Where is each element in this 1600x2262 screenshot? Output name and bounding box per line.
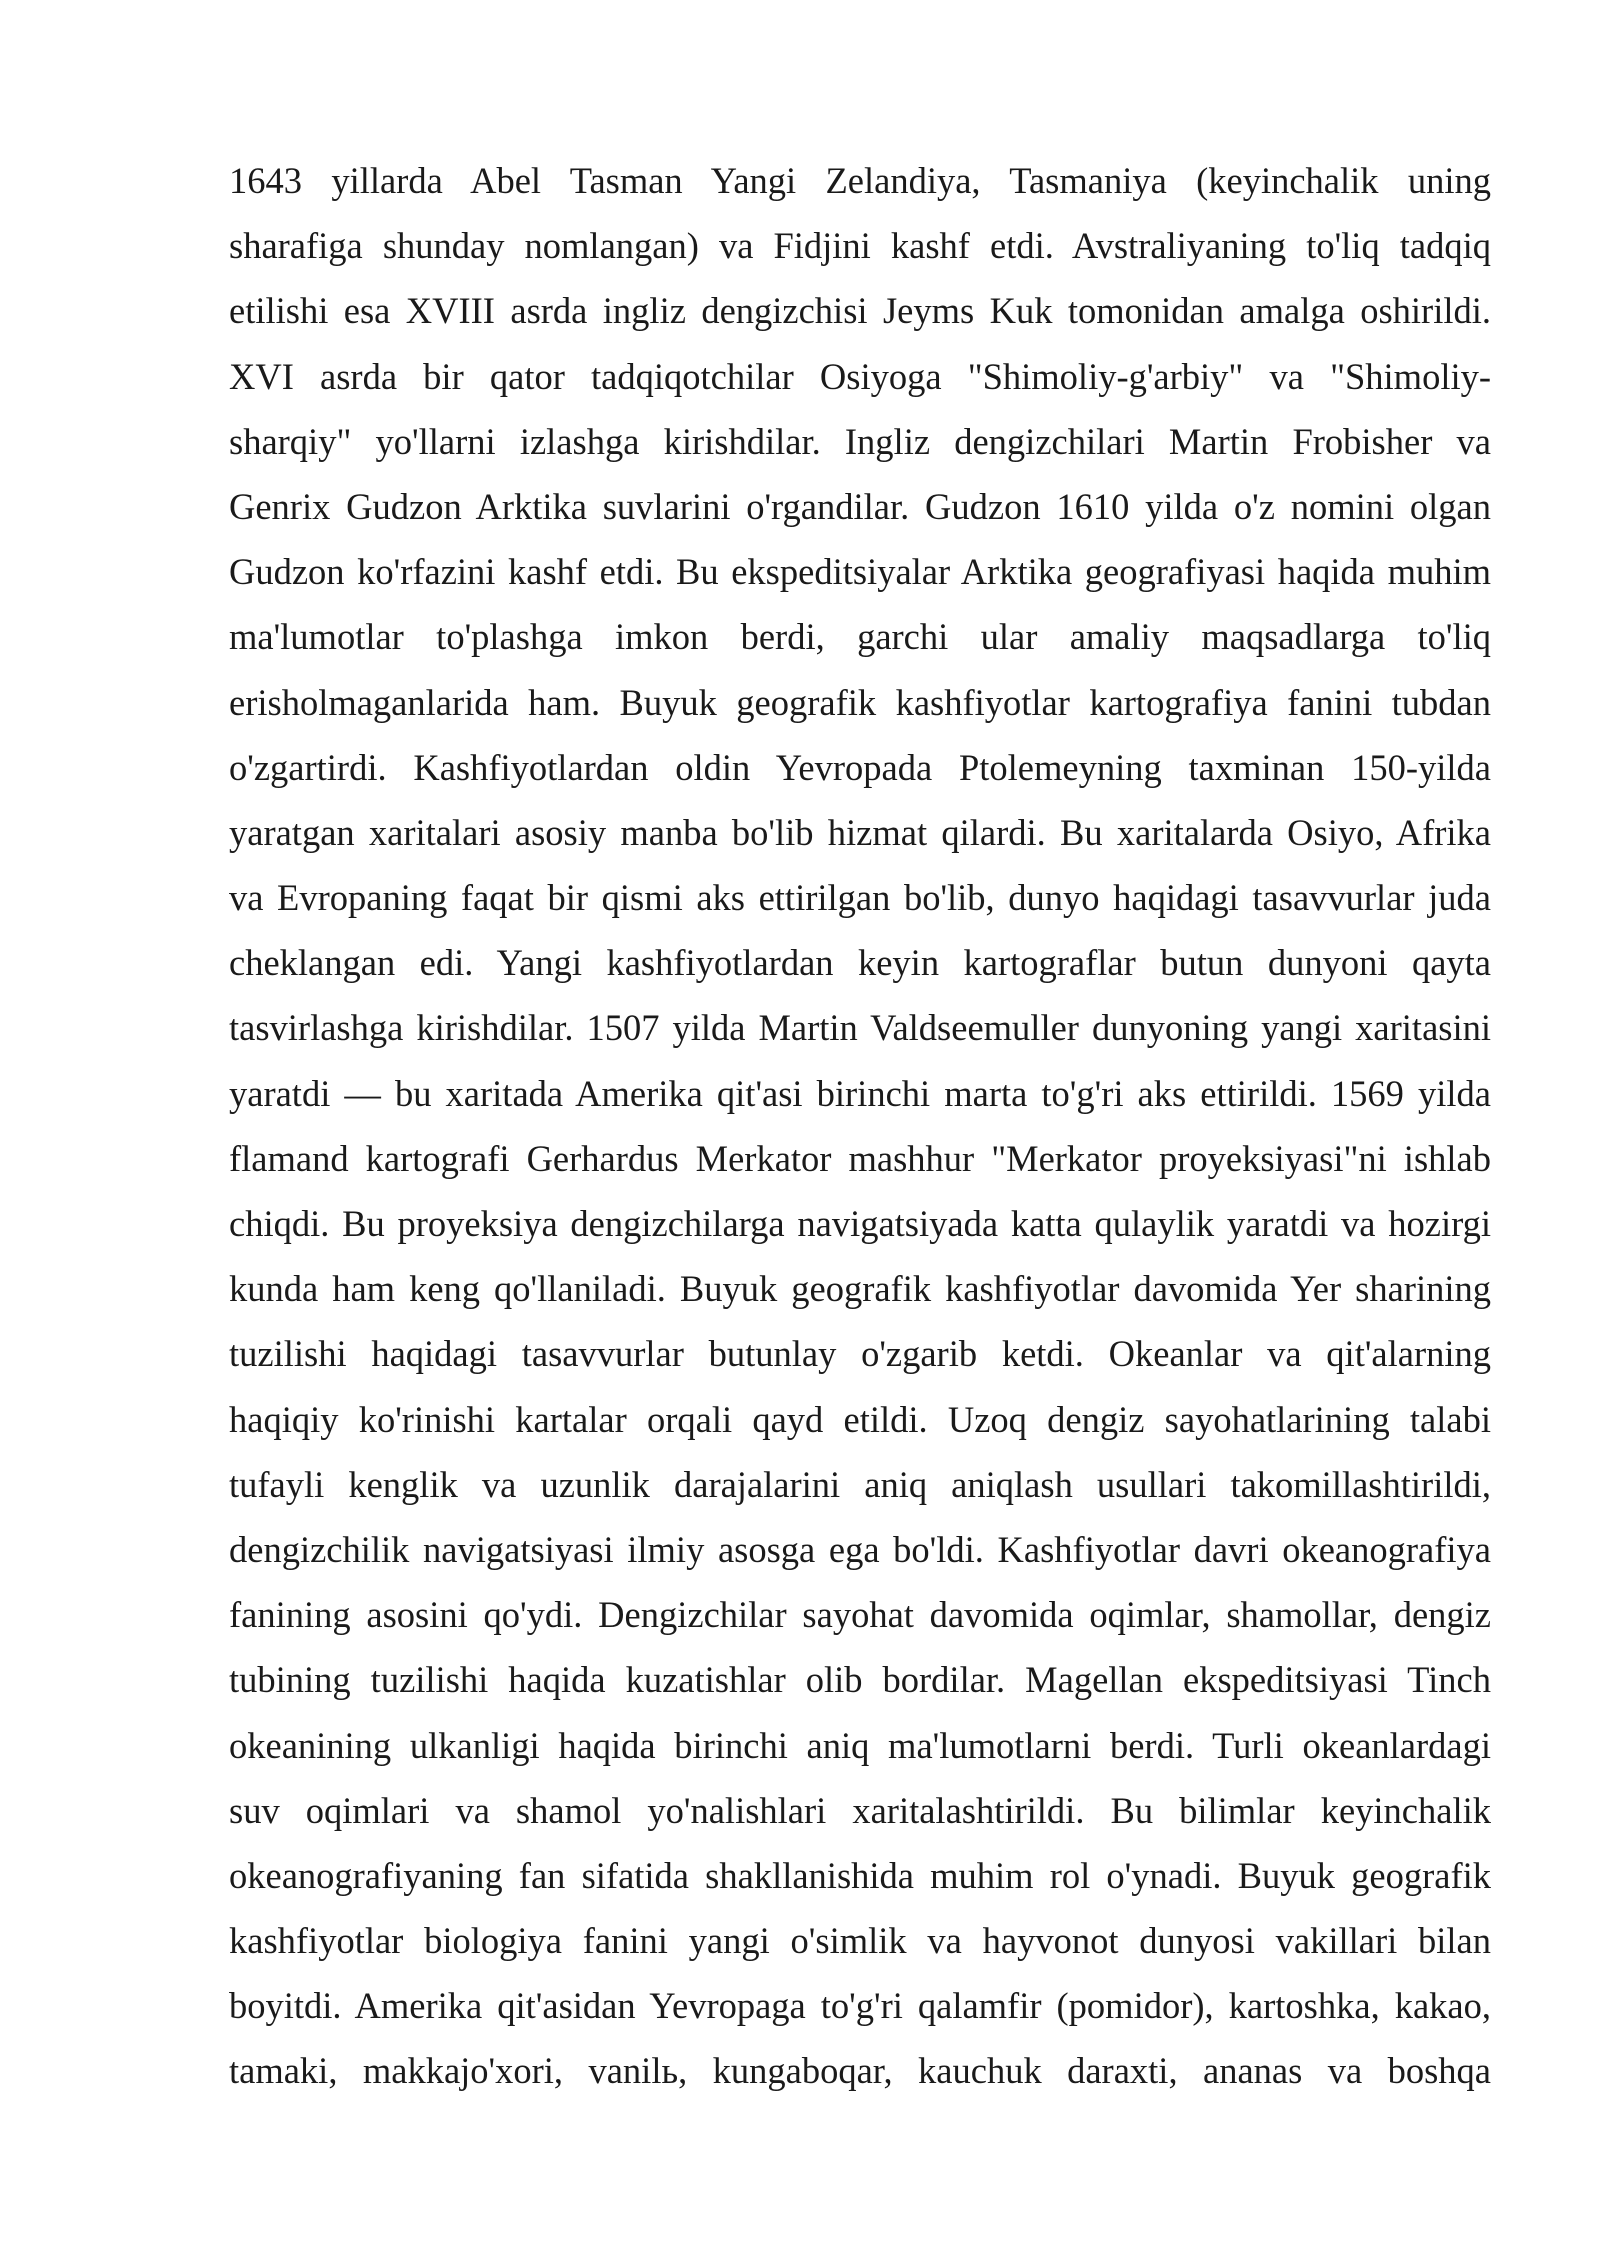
text-line: XVI asrda bir qator tadqiqotchilar Osiyoga "Shimoliy-g'arbiy" va "Shimoliy- <box>229 355 1491 397</box>
text-line: dengizchilik navigatsiyasi ilmiy asosga ega bo'ldi. Kashfiyotlar davri okeanografiya <box>229 1528 1491 1570</box>
text-line: tuzilishi haqidagi tasavvurlar butunlay o'zgarib ketdi. Okeanlar va qit'alarning <box>229 1333 1491 1375</box>
text-line: flamand kartografi Gerhardus Merkator mashhur "Merkator proyeksiyasi"ni ishlab <box>229 1137 1491 1179</box>
text-line: yaratdi — bu xaritada Amerika qit'asi birinchi marta to'g'ri aks ettirildi. 1569 yilda <box>229 1072 1491 1114</box>
text-line: Gudzon ko'rfazini kashf etdi. Bu ekspeditsiyalar Arktika geografiyasi haqida muhim <box>229 551 1491 593</box>
text-line: okeanografiyaning fan sifatida shakllanishida muhim rol o'ynadi. Buyuk geografik <box>229 1854 1491 1896</box>
text-line: o'zgartirdi. Kashfiyotlardan oldin Yevropada Ptolemeyning taxminan 150-yilda <box>229 746 1491 788</box>
body-text <box>229 148 1491 2104</box>
text-line: etilishi esa XVIII asrda ingliz dengizchisi Jeyms Kuk tomonidan amalga oshirildi. <box>229 290 1491 332</box>
text-line: 1643 yillarda Abel Tasman Yangi Zelandiya, Tasmaniya (keyinchalik uning <box>229 160 1491 201</box>
text-line: yaratgan xaritalari asosiy manba bo'lib hizmat qilardi. Bu xaritalarda Osiyo, Afrika <box>229 811 1491 853</box>
text-line: tamaki, makkajo'xori, vanilь, kungaboqar, kauchuk daraxti, ananas va boshqa <box>229 2050 1491 2092</box>
text-line: tubining tuzilishi haqida kuzatishlar olib bordilar. Magellan ekspeditsiyasi Tinch <box>229 1659 1491 1701</box>
text-line: kashfiyotlar biologiya fanini yangi o'simlik va hayvonot dunyosi vakillari bilan <box>229 1920 1491 1962</box>
text-line: sharafiga shunday nomlangan) va Fidjini kashf etdi. Avstraliyaning to'liq tadqiq <box>229 225 1491 267</box>
text-line: erisholmaganlarida ham. Buyuk geografik kashfiyotlar kartografiya fanini tubdan <box>229 681 1491 723</box>
text-line: ma'lumotlar to'plashga imkon berdi, garchi ular amaliy maqsadlarga to'liq <box>229 616 1491 658</box>
text-line: va Evropaning faqat bir qismi aks ettirilgan bo'lib, dunyo haqidagi tasavvurlar juda <box>229 877 1491 919</box>
text-line: sharqiy" yo'llarni izlashga kirishdilar. Ingliz dengizchilari Martin Frobisher va <box>229 420 1491 462</box>
text-line: chiqdi. Bu proyeksiya dengizchilarga navigatsiyada katta qulaylik yaratdi va hozirgi <box>229 1203 1491 1244</box>
text-line: haqiqiy ko'rinishi kartalar orqali qayd etildi. Uzoq dengiz sayohatlarining talabi <box>229 1398 1491 1440</box>
text-line: boyitdi. Amerika qit'asidan Yevropaga to'g'ri qalamfir (pomidor), kartoshka, kakao, <box>229 1985 1491 2027</box>
text-line: tufayli kenglik va uzunlik darajalarini aniq aniqlash usullari takomillashtirildi, <box>229 1463 1491 1505</box>
text-line: okeanining ulkanligi haqida birinchi aniq ma'lumotlarni berdi. Turli okeanlardagi <box>229 1724 1491 1766</box>
text-line: kunda ham keng qo'llaniladi. Buyuk geografik kashfiyotlar davomida Yer sharining <box>229 1268 1491 1310</box>
text-line: cheklangan edi. Yangi kashfiyotlardan keyin kartograflar butun dunyoni qayta <box>229 942 1491 984</box>
text-line: tasvirlashga kirishdilar. 1507 yilda Martin Valdseemuller dunyoning yangi xaritasini <box>229 1007 1491 1049</box>
text-line: fanining asosini qo'ydi. Dengizchilar sayohat davomida oqimlar, shamollar, dengiz <box>229 1594 1491 1636</box>
text-line: suv oqimlari va shamol yo'nalishlari xaritalashtirildi. Bu bilimlar keyinchalik <box>229 1789 1491 1831</box>
text-line: Genrix Gudzon Arktika suvlarini o'rgandilar. Gudzon 1610 yilda o'z nomini olgan <box>229 485 1491 527</box>
